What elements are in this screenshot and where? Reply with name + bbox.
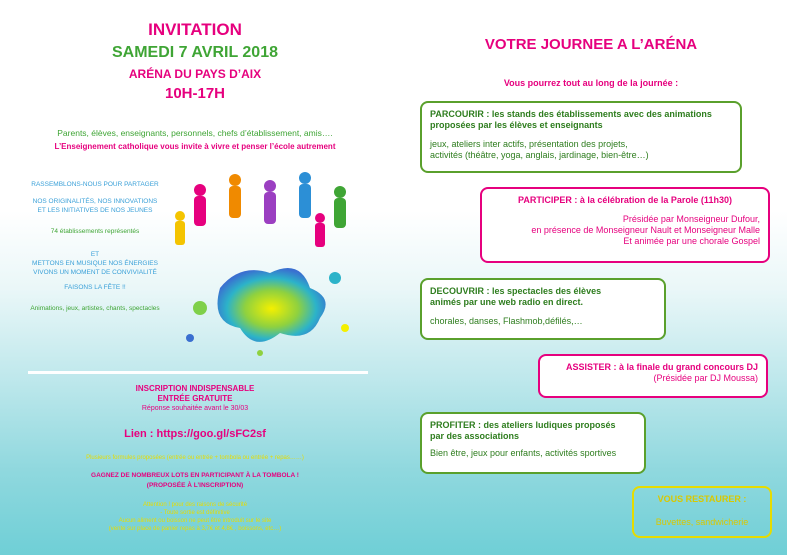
restaurer-box	[632, 486, 772, 538]
list-item: 74 établissements représentés	[50, 228, 140, 235]
program-title: VOTRE JOURNEE A L’ARÉNA	[484, 36, 698, 53]
participer-line: en présence de Monseigneur Nault et Monseigneur Malle	[531, 225, 760, 235]
formules-line: Plusieurs formules proposées (entrée ou entrée + tombola ou entrée + repas……)	[86, 455, 304, 461]
program-list	[10, 180, 180, 313]
parcourir-line: jeux, ateliers inter actifs, présentation des projets,	[430, 139, 628, 149]
inscription-heading: INSCRIPTION INDISPENSABLE	[135, 384, 255, 393]
profiter-line: Bien être, jeux pour enfants, activités sportives	[430, 448, 617, 458]
attention-line: Aucun aliment ou boisson ne peut être introduit sur le site	[118, 518, 272, 524]
list-item: ET	[90, 251, 100, 258]
paint-splash-illustration	[160, 168, 366, 358]
participer-line: Et animée par une chorale Gospel	[623, 236, 760, 246]
assister-box	[538, 354, 768, 398]
list-item: ET LES INITIATIVES DE NOS JEUNES	[37, 207, 153, 214]
list-item: METTONS EN MUSIQUE NOS ÉNERGIES	[32, 260, 158, 267]
list-item: Animations, jeux, artistes, chants, spectacles	[30, 305, 160, 312]
decouvrir-box	[420, 278, 666, 340]
participer-box	[480, 187, 770, 263]
decouvrir-heading: DECOUVRIR : les spectacles des élèves	[430, 286, 602, 296]
section-divider	[28, 371, 368, 374]
parcourir-heading: PARCOURIR : les stands des établissements avec des animations	[430, 109, 712, 119]
attention-block	[0, 501, 390, 533]
decouvrir-line: chorales, danses, Flashmob,défilés,…	[430, 316, 583, 326]
list-item: NOS ORIGINALITÉS, NOS INNOVATIONS	[32, 198, 158, 205]
restaurer-heading: VOUS RESTAURER :	[657, 494, 747, 504]
parcourir-box	[420, 101, 742, 173]
tagline: L’Enseignement catholique vous invite à vivre et penser l’école autrement	[54, 142, 336, 151]
attention-line: Attention ! pour des raisons de sécurité	[142, 502, 248, 508]
attention-line: - Toute sortie est définitive	[160, 510, 230, 516]
restaurer-line: Buvettes, sandwicherie	[655, 517, 749, 527]
assister-heading: ASSISTER : à la finale du grand concours DJ	[565, 362, 758, 372]
event-hours: 10H-17H	[164, 85, 226, 102]
profiter-box	[420, 412, 646, 474]
list-item: VIVONS UN MOMENT DE CONVIVIALITÉ	[33, 269, 157, 276]
entree-gratuite: ENTRÉE GRATUITE	[157, 394, 233, 403]
decouvrir-line: animés par une web radio en direct.	[430, 297, 584, 307]
tombola-note: (PROPOSÉE À L’INSCRIPTION)	[146, 482, 244, 489]
parcourir-line: activités (théâtre, yoga, anglais, jardinage, bien-être…)	[430, 150, 649, 160]
invitation-title: INVITATION	[148, 20, 242, 39]
attention-line: (vente sur place de panier repas à 3,7€ et 4,8€ , boissons, etc…)	[108, 526, 282, 532]
audience-line: Parents, élèves, enseignants, personnels, chefs d’établissement, amis….	[57, 128, 333, 138]
list-item: FAISONS LA FÊTE !!	[64, 284, 126, 291]
list-item: RASSEMBLONS-NOUS POUR PARTAGER	[31, 181, 159, 188]
reponse-line: Réponse souhaitée avant le 30/03	[141, 405, 249, 412]
profiter-heading: PROFITER : des ateliers ludiques proposés	[430, 420, 616, 430]
registration-link[interactable]: Lien : https://goo.gl/sFC2sf	[124, 428, 266, 440]
participer-heading: PARTICIPER : à la célébration de la Parole (11h30)	[518, 195, 732, 205]
participer-line: Présidée par Monseigneur Dufour,	[622, 214, 760, 224]
program-subtitle: Vous pourrez tout au long de la journée :	[503, 78, 679, 88]
tombola-line: GAGNEZ DE NOMBREUX LOTS EN PARTICIPANT À LA TOMBOLA !	[91, 472, 299, 479]
profiter-line: par des associations	[430, 431, 520, 441]
assister-line: (Présidée par DJ Moussa)	[653, 373, 758, 383]
parcourir-line: proposées par les élèves et enseignants	[430, 120, 603, 130]
event-venue: ARÉNA DU PAYS D’AIX	[128, 67, 262, 81]
event-date: SAMEDI 7 AVRIL 2018	[112, 44, 278, 61]
